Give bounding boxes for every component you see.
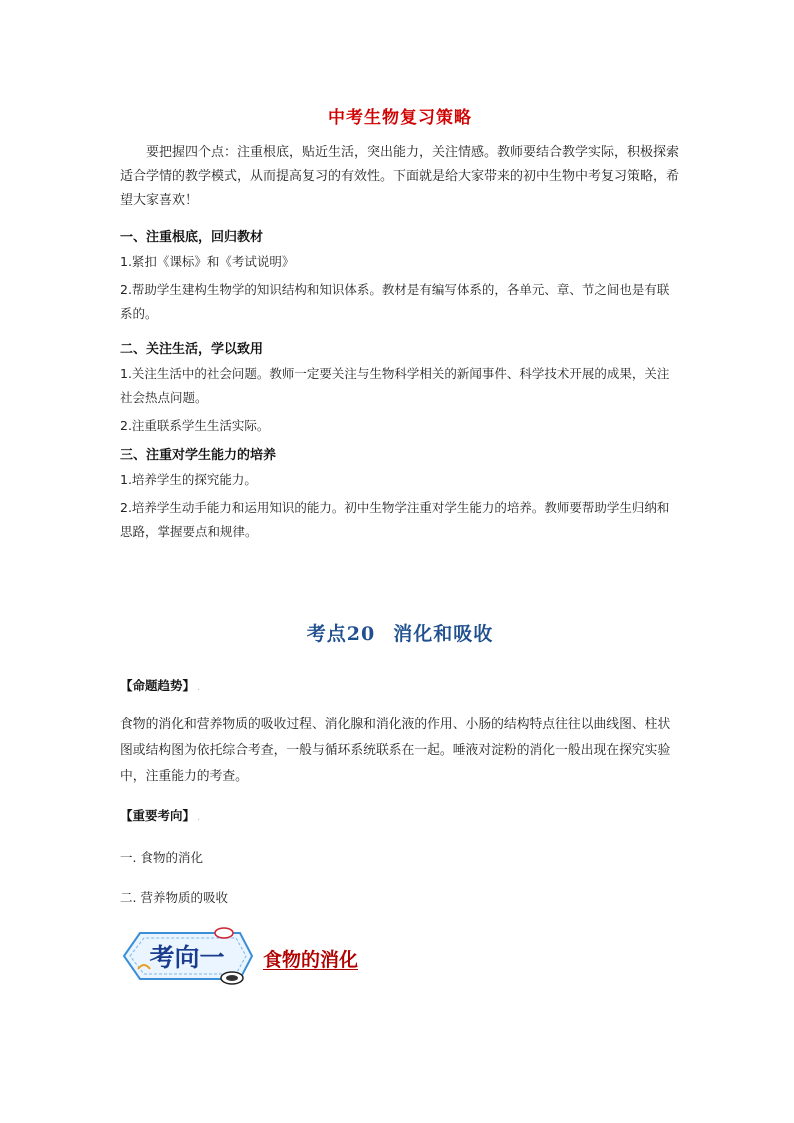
direction-item-2: 二. 营养物质的吸收: [120, 890, 228, 905]
kaoxiang-badge: [120, 925, 254, 987]
section-3-item-2: 2.培养学生动手能力和运用知识的能力。初中生物学注重对学生能力的培养。教师要帮助学生归纳和思路，掌握要点和规律。: [120, 500, 670, 539]
section-2-item-1: 1.关注生活中的社会问题。教师一定要关注与生物科学相关的新闻事件、科学技术开展的成果，关注社会热点问题。: [120, 366, 670, 405]
trend-label: 【命题趋势】: [120, 678, 196, 693]
trend-label-row: 【命题趋势】 .: [120, 678, 201, 693]
direction-item-1: 一. 食物的消化: [120, 850, 203, 865]
badge-title: 食物的消化: [263, 949, 359, 971]
section-heading-3: 三、注重对学生能力的培养: [120, 448, 277, 463]
section-heading-2: 二、关注生活，学以致用: [120, 342, 264, 357]
badge-label: 考向一: [149, 943, 225, 972]
intro-paragraph: 要把握四个点：注重根底，贴近生活，突出能力，关注情感。教师要结合教学实际，积极探索适合学情的教学模式，从而提高复习的有效性。下面就是给大家带来的初中生物中考复习策略，希望大家喜欢！: [120, 145, 680, 208]
kaodian-title: [120, 619, 680, 646]
directions-label: 【重要考向】: [120, 808, 196, 823]
kaodian-name: 消化和吸收: [393, 623, 494, 645]
directions-label-row: 【重要考向】 .: [120, 808, 201, 823]
section-heading-1: 一、注重根底，回归教材: [120, 230, 264, 245]
kaodian-number: 考点20: [306, 623, 376, 645]
trend-text: 食物的消化和营养物质的吸收过程、消化腺和消化液的作用、小肠的结构特点往往以曲线图、柱状图或结构图为依托综合考查，一般与循环系统联系在一起。唾液对淀粉的消化一般出现在探究实验中，注重能力的考查。: [120, 717, 671, 784]
section-2-item-2: 2.注重联系学生生活实际。: [120, 418, 270, 433]
page-title: 中考生物复习策略: [328, 108, 472, 128]
section-3-item-1: 1.培养学生的探究能力。: [120, 472, 257, 487]
badge-banner-icon: [120, 925, 254, 987]
section-1-item-2: 2.帮助学生建构生物学的知识结构和知识体系。教材是有编写体系的，各单元、章、节之间也是有联系的。: [120, 282, 670, 321]
section-1-item-1: 1.紧扣《课标》和《考试说明》: [120, 254, 295, 269]
